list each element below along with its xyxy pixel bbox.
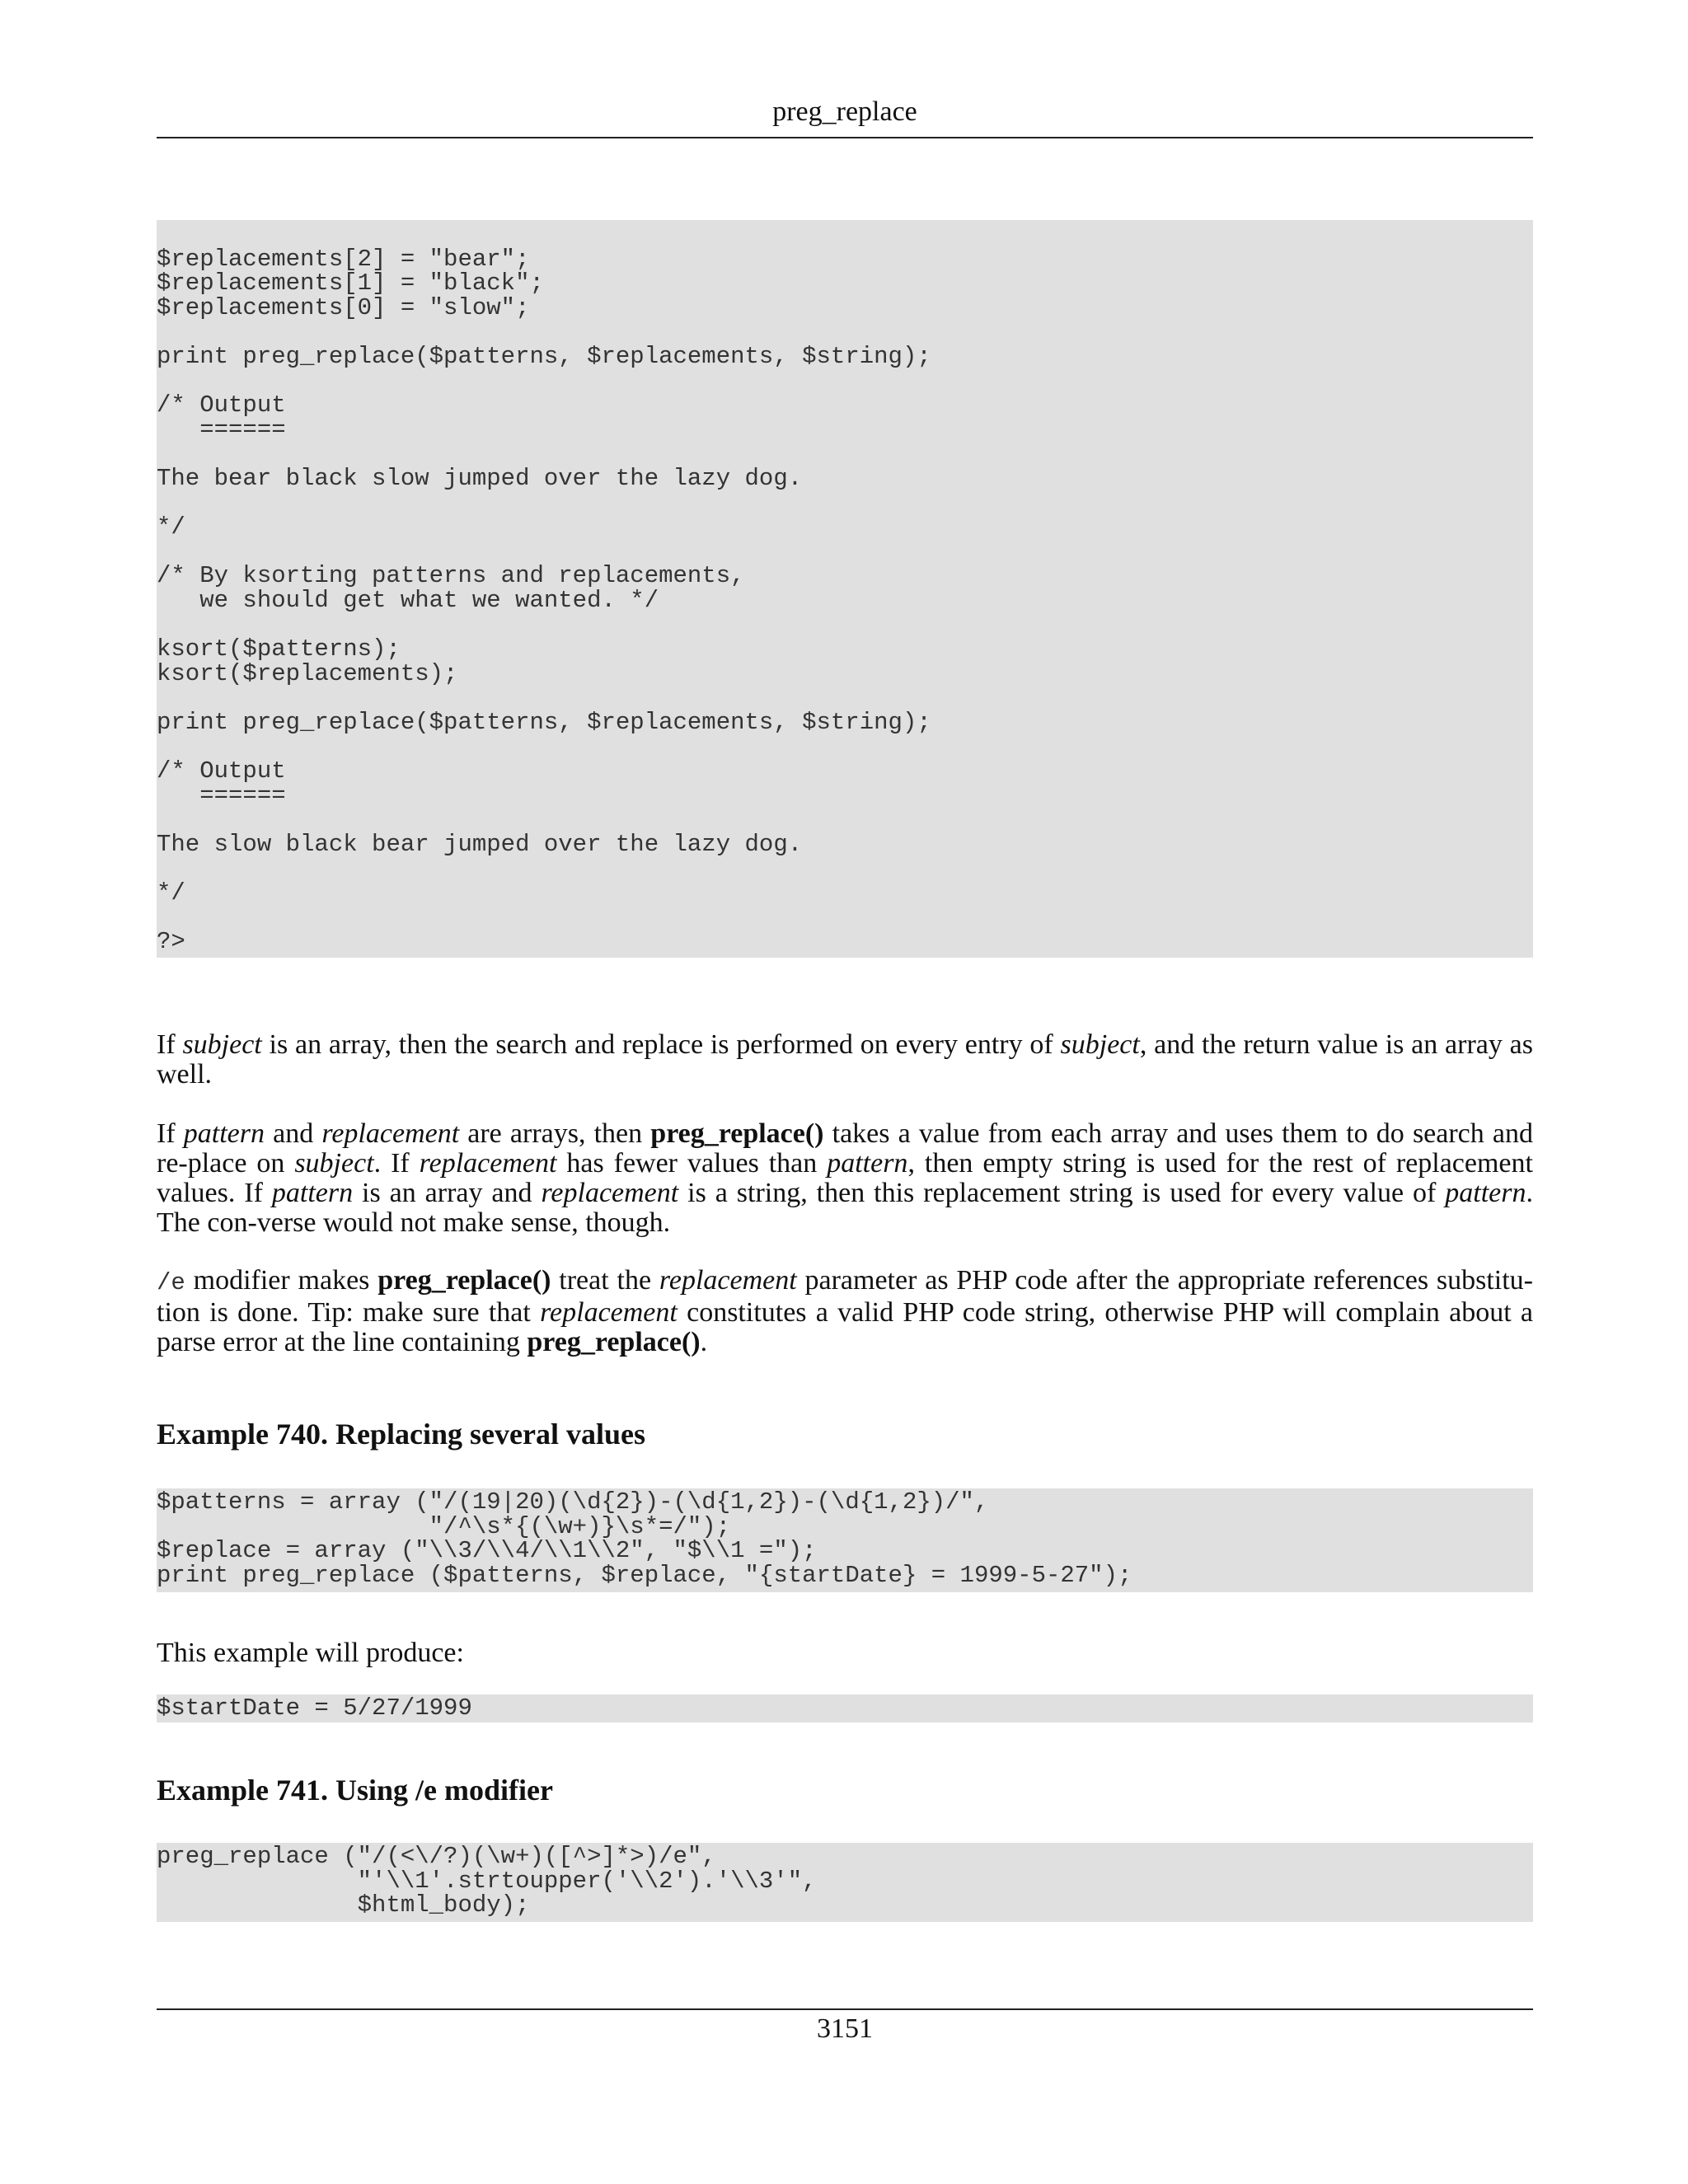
example-741-code: preg_replace ("/(<\/?)(\w+)([^>]*>)/e", "'\\1'.strtoupper('\\2').'\\3'", $html_body); [157,1843,1533,1922]
paragraph-subject-array: If subject is an array, then the search and replace is performed on every entry of subject, and the return value is an array as well. [157,1029,1533,1090]
page-number: 3151 [817,2013,873,2044]
example-741-heading: Example 741. Using /e modifier [157,1774,553,1807]
example-740-output: $startDate = 5/27/1999 [157,1694,1533,1722]
running-header: preg_replace [772,96,917,127]
document-page [157,0,1533,2184]
paragraph-e-modifier: /e modifier makes preg_replace() treat the replacement parameter as PHP code after the appropriate references substitu-tion is done. Tip: make sure that replacement constitutes a valid PHP code string, otherwise PHP will complain about a parse error at the line containing preg_replace(). [157,1265,1534,1357]
code-block-replacements: $replacements[2] = "bear"; $replacements[1] = "black"; $replacements[0] = "slow"; print preg_replace($patterns, $replacements, $string); /* Output ====== The bear black slow jumped over the lazy dog. */ /* By ksorting patterns and replacements, we should get what we wanted. */ ksort($patterns); ksort($replacements); print preg_replace($patterns, $replacements, $string); /* Output ====== The slow black bear jumped over the lazy dog. */ ?> [157,220,1533,958]
header-rule [157,137,1533,138]
paragraph-pattern-arrays: If pattern and replacement are arrays, then preg_replace() takes a value from each array and uses them to do search and re-place on subject. If replacement has fewer values than pattern, then empty string is used for the rest of replacement values. If pattern is an array and replacement is a string, then this replacement string is used for every value of pattern. The con-verse would not make sense, though. [157,1118,1533,1238]
example-740-code: $patterns = array ("/(19|20)(\d{2})-(\d{1,2})-(\d{1,2})/", "/^\s*{(\w+)}\s*=/"); $replace = array ("\\3/\\4/\\1\\2", "$\\1 ="); print preg_replace ($patterns, $replace, "{startDate} = 1999-5-27"); [157,1488,1533,1592]
example-740-heading: Example 740. Replacing several values [157,1418,645,1451]
example-produce-text: This example will produce: [157,1638,464,1668]
